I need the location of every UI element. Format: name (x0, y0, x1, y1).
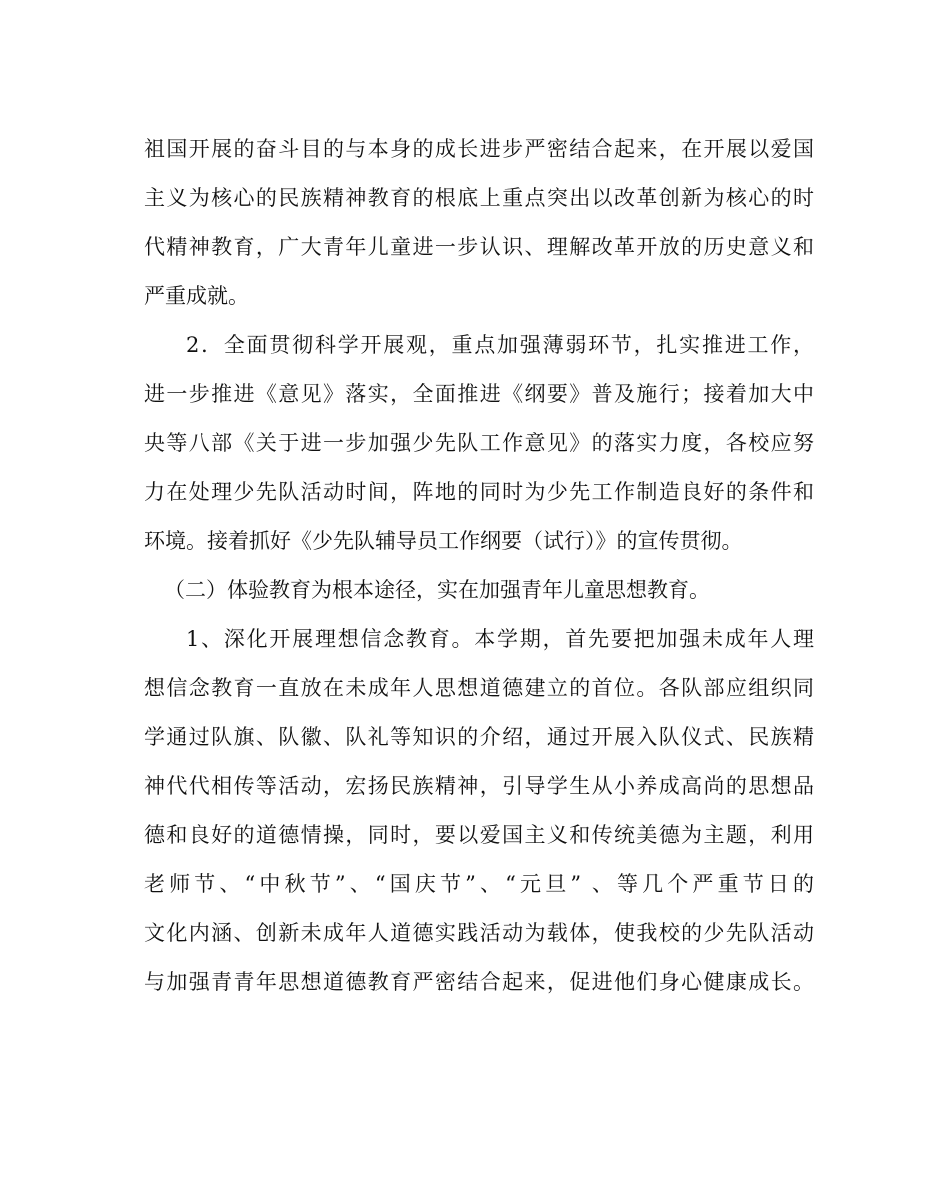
text-line: 与加强青青年思想道德教育严密结合起来，促进他们身心健康成长。 (144, 970, 814, 994)
text-line: 2．全面贯彻科学开展观，重点加强薄弱环节，扎实推进工作， (186, 333, 814, 357)
text-line: 文化内涵、创新未成年人道德实践活动为载体，使我校的少先队活动 (144, 921, 814, 945)
text-line: 祖国开展的奋斗目的与本身的成长进步严密结合起来，在开展以爱国 (144, 137, 814, 161)
text-line: 神代代相传等活动，宏扬民族精神，引导学生从小养成高尚的思想品 (144, 774, 814, 798)
text-line: 央等八部《关于进一步加强少先队工作意见》的落实力度，各校应努 (144, 431, 814, 455)
text-line: 力在处理少先队活动时间，阵地的同时为少先工作制造良好的条件和 (144, 480, 814, 504)
text-line: 德和良好的道德情操，同时，要以爱国主义和传统美德为主题，利用 (144, 823, 814, 847)
text-line: 环境。接着抓好《少先队辅导员工作纲要（试行）》的宣传贯彻。 (144, 529, 743, 553)
document-body (144, 125, 814, 1007)
text-line: 1、深化开展理想信念教育。本学期，首先要把加强未成年人理 (186, 627, 814, 651)
text-line: 进一步推进《意见》落实，全面推进《纲要》普及施行；接着加大中 (144, 382, 814, 406)
text-line: 严重成就。 (144, 284, 249, 308)
text-line: 老师节、“中秋节”、“国庆节”、“元旦” 、等几个严重节日的 (144, 872, 814, 896)
text-line: 代精神教育，广大青年儿童进一步认识、理解改革开放的历史意义和 (144, 235, 814, 259)
text-line: 主义为核心的民族精神教育的根底上重点突出以改革创新为核心的时 (144, 186, 814, 210)
text-line: 学通过队旗、队徽、队礼等知识的介绍，通过开展入队仪式、民族精 (144, 725, 814, 749)
text-line: 想信念教育一直放在未成年人思想道德建立的首位。各队部应组织同 (144, 676, 814, 700)
section-heading: （二）体验教育为根本途径，实在加强青年儿童思想教育。 (164, 578, 710, 602)
